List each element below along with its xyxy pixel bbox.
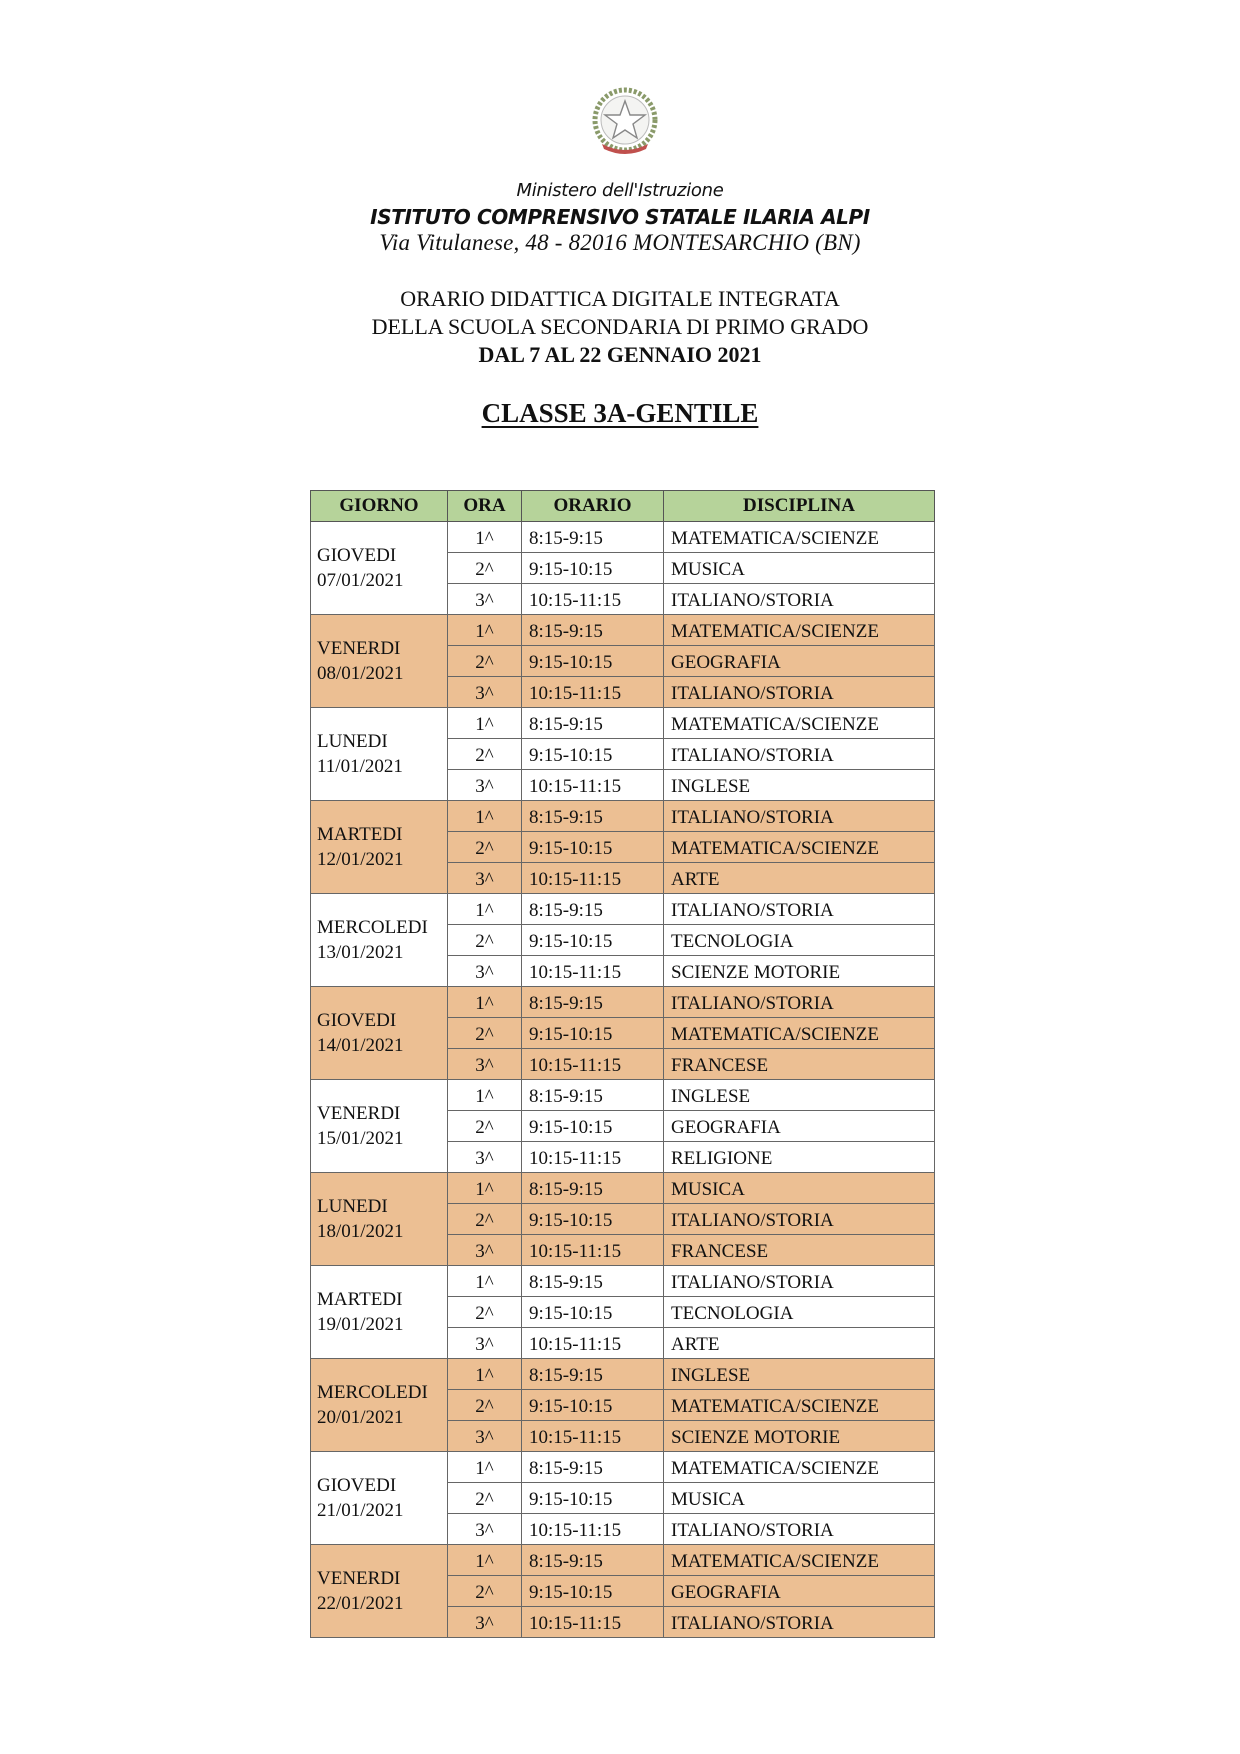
school-name: ISTITUTO COMPRENSIVO STATALE ILARIA ALPI bbox=[370, 205, 870, 229]
lesson-hour-cell: 1^ bbox=[448, 1266, 522, 1297]
lesson-subject-cell: ITALIANO/STORIA bbox=[664, 801, 935, 832]
day-name: MERCOLEDI bbox=[317, 917, 428, 938]
column-header-giorno: GIORNO bbox=[311, 491, 448, 522]
lesson-hour-cell: 1^ bbox=[448, 801, 522, 832]
table-row bbox=[311, 801, 935, 832]
lesson-hour-cell: 1^ bbox=[448, 1545, 522, 1576]
lesson-hour-cell: 3^ bbox=[448, 1142, 522, 1173]
day-date: 19/01/2021 bbox=[317, 1314, 404, 1335]
lesson-time-cell: 8:15-9:15 bbox=[522, 522, 664, 553]
day-cell bbox=[311, 522, 448, 615]
column-header-orario: ORARIO bbox=[522, 491, 664, 522]
column-header-ora: ORA bbox=[448, 491, 522, 522]
day-cell bbox=[311, 1173, 448, 1266]
lesson-hour-cell: 2^ bbox=[448, 1111, 522, 1142]
schedule-period: DAL 7 AL 22 GENNAIO 2021 bbox=[478, 342, 762, 367]
lesson-subject-cell: MATEMATICA/SCIENZE bbox=[664, 1545, 935, 1576]
lesson-hour-cell: 2^ bbox=[448, 1204, 522, 1235]
lesson-time-cell: 9:15-10:15 bbox=[522, 1483, 664, 1514]
day-date: 08/01/2021 bbox=[317, 663, 404, 684]
lesson-hour-cell: 2^ bbox=[448, 1483, 522, 1514]
lesson-time-cell: 10:15-11:15 bbox=[522, 1049, 664, 1080]
lesson-subject-cell: ITALIANO/STORIA bbox=[664, 894, 935, 925]
lesson-time-cell: 9:15-10:15 bbox=[522, 925, 664, 956]
lesson-hour-cell: 3^ bbox=[448, 1421, 522, 1452]
lesson-subject-cell: FRANCESE bbox=[664, 1049, 935, 1080]
lesson-time-cell: 10:15-11:15 bbox=[522, 1328, 664, 1359]
lesson-subject-cell: GEOGRAFIA bbox=[664, 646, 935, 677]
lesson-subject-cell: SCIENZE MOTORIE bbox=[664, 1421, 935, 1452]
lesson-hour-cell: 1^ bbox=[448, 1452, 522, 1483]
lesson-subject-cell: ITALIANO/STORIA bbox=[664, 1514, 935, 1545]
table-row bbox=[311, 1452, 935, 1483]
lesson-subject-cell: GEOGRAFIA bbox=[664, 1576, 935, 1607]
lesson-time-cell: 8:15-9:15 bbox=[522, 708, 664, 739]
day-date: 20/01/2021 bbox=[317, 1407, 404, 1428]
lesson-time-cell: 8:15-9:15 bbox=[522, 1173, 664, 1204]
lesson-hour-cell: 1^ bbox=[448, 987, 522, 1018]
lesson-time-cell: 10:15-11:15 bbox=[522, 863, 664, 894]
schedule-table bbox=[310, 490, 935, 1638]
lesson-subject-cell: MATEMATICA/SCIENZE bbox=[664, 1390, 935, 1421]
table-row bbox=[311, 894, 935, 925]
lesson-hour-cell: 2^ bbox=[448, 1297, 522, 1328]
lesson-hour-cell: 3^ bbox=[448, 956, 522, 987]
lesson-time-cell: 8:15-9:15 bbox=[522, 1545, 664, 1576]
day-name: VENERDI bbox=[317, 1568, 401, 1589]
lesson-subject-cell: INGLESE bbox=[664, 1080, 935, 1111]
lesson-hour-cell: 1^ bbox=[448, 1359, 522, 1390]
day-date: 14/01/2021 bbox=[317, 1035, 404, 1056]
lesson-time-cell: 10:15-11:15 bbox=[522, 1142, 664, 1173]
lesson-time-cell: 10:15-11:15 bbox=[522, 1235, 664, 1266]
table-row bbox=[311, 987, 935, 1018]
lesson-subject-cell: MATEMATICA/SCIENZE bbox=[664, 832, 935, 863]
lesson-subject-cell: MUSICA bbox=[664, 1483, 935, 1514]
lesson-time-cell: 10:15-11:15 bbox=[522, 1607, 664, 1638]
lesson-hour-cell: 3^ bbox=[448, 1607, 522, 1638]
lesson-hour-cell: 2^ bbox=[448, 925, 522, 956]
day-cell bbox=[311, 1359, 448, 1452]
lesson-subject-cell: ARTE bbox=[664, 863, 935, 894]
lesson-subject-cell: INGLESE bbox=[664, 1359, 935, 1390]
lesson-time-cell: 10:15-11:15 bbox=[522, 770, 664, 801]
lesson-time-cell: 9:15-10:15 bbox=[522, 832, 664, 863]
lesson-subject-cell: TECNOLOGIA bbox=[664, 1297, 935, 1328]
table-row bbox=[311, 1545, 935, 1576]
lesson-hour-cell: 1^ bbox=[448, 708, 522, 739]
lesson-hour-cell: 3^ bbox=[448, 584, 522, 615]
class-name: CLASSE 3A-GENTILE bbox=[481, 398, 759, 428]
lesson-time-cell: 9:15-10:15 bbox=[522, 1111, 664, 1142]
day-name: GIOVEDI bbox=[317, 1010, 397, 1031]
lesson-time-cell: 9:15-10:15 bbox=[522, 553, 664, 584]
lesson-time-cell: 10:15-11:15 bbox=[522, 956, 664, 987]
lesson-time-cell: 8:15-9:15 bbox=[522, 1359, 664, 1390]
lesson-subject-cell: SCIENZE MOTORIE bbox=[664, 956, 935, 987]
table-header-row bbox=[311, 491, 935, 522]
day-cell bbox=[311, 1452, 448, 1545]
lesson-time-cell: 10:15-11:15 bbox=[522, 677, 664, 708]
table-row bbox=[311, 1080, 935, 1111]
table-row bbox=[311, 615, 935, 646]
day-date: 12/01/2021 bbox=[317, 849, 404, 870]
lesson-subject-cell: INGLESE bbox=[664, 770, 935, 801]
lesson-hour-cell: 2^ bbox=[448, 739, 522, 770]
day-date: 21/01/2021 bbox=[317, 1500, 404, 1521]
lesson-subject-cell: RELIGIONE bbox=[664, 1142, 935, 1173]
day-name: MARTEDI bbox=[317, 1289, 403, 1310]
table-row bbox=[311, 708, 935, 739]
lesson-subject-cell: ITALIANO/STORIA bbox=[664, 1266, 935, 1297]
school-address: Via Vitulanese, 48 - 82016 MONTESARCHIO (BN) bbox=[379, 230, 861, 255]
column-header-disciplina: DISCIPLINA bbox=[664, 491, 935, 522]
table-row bbox=[311, 1359, 935, 1390]
lesson-time-cell: 8:15-9:15 bbox=[522, 987, 664, 1018]
lesson-hour-cell: 3^ bbox=[448, 863, 522, 894]
day-cell bbox=[311, 1545, 448, 1638]
day-cell bbox=[311, 708, 448, 801]
table-row bbox=[311, 522, 935, 553]
lesson-time-cell: 9:15-10:15 bbox=[522, 1204, 664, 1235]
lesson-hour-cell: 2^ bbox=[448, 1018, 522, 1049]
day-date: 11/01/2021 bbox=[317, 756, 403, 777]
day-cell bbox=[311, 615, 448, 708]
lesson-time-cell: 8:15-9:15 bbox=[522, 1266, 664, 1297]
lesson-hour-cell: 3^ bbox=[448, 1049, 522, 1080]
lesson-hour-cell: 2^ bbox=[448, 832, 522, 863]
lesson-hour-cell: 3^ bbox=[448, 1328, 522, 1359]
table-row bbox=[311, 1266, 935, 1297]
lesson-subject-cell: MATEMATICA/SCIENZE bbox=[664, 615, 935, 646]
lesson-subject-cell: MATEMATICA/SCIENZE bbox=[664, 708, 935, 739]
lesson-time-cell: 8:15-9:15 bbox=[522, 615, 664, 646]
lesson-time-cell: 10:15-11:15 bbox=[522, 1421, 664, 1452]
lesson-subject-cell: MATEMATICA/SCIENZE bbox=[664, 1452, 935, 1483]
lesson-hour-cell: 2^ bbox=[448, 1576, 522, 1607]
day-cell bbox=[311, 801, 448, 894]
lesson-subject-cell: MUSICA bbox=[664, 1173, 935, 1204]
ministry-name: Ministero dell'Istruzione bbox=[516, 180, 724, 201]
lesson-time-cell: 10:15-11:15 bbox=[522, 1514, 664, 1545]
document-title-line1: ORARIO DIDATTICA DIGITALE INTEGRATA bbox=[400, 286, 840, 311]
lesson-hour-cell: 2^ bbox=[448, 553, 522, 584]
day-date: 18/01/2021 bbox=[317, 1221, 404, 1242]
lesson-hour-cell: 1^ bbox=[448, 615, 522, 646]
day-date: 13/01/2021 bbox=[317, 942, 404, 963]
day-date: 22/01/2021 bbox=[317, 1593, 404, 1614]
lesson-time-cell: 8:15-9:15 bbox=[522, 1080, 664, 1111]
lesson-subject-cell: ITALIANO/STORIA bbox=[664, 1607, 935, 1638]
lesson-hour-cell: 1^ bbox=[448, 894, 522, 925]
lesson-subject-cell: MATEMATICA/SCIENZE bbox=[664, 1018, 935, 1049]
day-date: 07/01/2021 bbox=[317, 570, 404, 591]
lesson-hour-cell: 2^ bbox=[448, 646, 522, 677]
lesson-hour-cell: 1^ bbox=[448, 1173, 522, 1204]
lesson-subject-cell: GEOGRAFIA bbox=[664, 1111, 935, 1142]
table-row bbox=[311, 1173, 935, 1204]
lesson-time-cell: 8:15-9:15 bbox=[522, 894, 664, 925]
lesson-hour-cell: 2^ bbox=[448, 1390, 522, 1421]
day-name: LUNEDI bbox=[317, 731, 388, 752]
lesson-time-cell: 9:15-10:15 bbox=[522, 1576, 664, 1607]
day-date: 15/01/2021 bbox=[317, 1128, 404, 1149]
lesson-hour-cell: 3^ bbox=[448, 1514, 522, 1545]
day-name: MERCOLEDI bbox=[317, 1382, 428, 1403]
lesson-subject-cell: TECNOLOGIA bbox=[664, 925, 935, 956]
day-name: VENERDI bbox=[317, 638, 401, 659]
lesson-subject-cell: ITALIANO/STORIA bbox=[664, 677, 935, 708]
day-cell bbox=[311, 894, 448, 987]
lesson-time-cell: 9:15-10:15 bbox=[522, 1390, 664, 1421]
lesson-time-cell: 8:15-9:15 bbox=[522, 801, 664, 832]
lesson-subject-cell: ITALIANO/STORIA bbox=[664, 739, 935, 770]
day-name: GIOVEDI bbox=[317, 1475, 397, 1496]
lesson-time-cell: 9:15-10:15 bbox=[522, 1018, 664, 1049]
lesson-subject-cell: ARTE bbox=[664, 1328, 935, 1359]
lesson-subject-cell: MATEMATICA/SCIENZE bbox=[664, 522, 935, 553]
lesson-hour-cell: 1^ bbox=[448, 1080, 522, 1111]
lesson-time-cell: 9:15-10:15 bbox=[522, 1297, 664, 1328]
lesson-time-cell: 9:15-10:15 bbox=[522, 646, 664, 677]
lesson-subject-cell: ITALIANO/STORIA bbox=[664, 584, 935, 615]
lesson-hour-cell: 3^ bbox=[448, 677, 522, 708]
day-name: VENERDI bbox=[317, 1103, 401, 1124]
day-cell bbox=[311, 1266, 448, 1359]
day-cell bbox=[311, 1080, 448, 1173]
lesson-subject-cell: FRANCESE bbox=[664, 1235, 935, 1266]
lesson-time-cell: 9:15-10:15 bbox=[522, 739, 664, 770]
emblem-italian-republic-icon bbox=[590, 86, 660, 158]
lesson-hour-cell: 1^ bbox=[448, 522, 522, 553]
day-cell bbox=[311, 987, 448, 1080]
day-name: MARTEDI bbox=[317, 824, 403, 845]
lesson-time-cell: 10:15-11:15 bbox=[522, 584, 664, 615]
lesson-subject-cell: MUSICA bbox=[664, 553, 935, 584]
day-name: LUNEDI bbox=[317, 1196, 388, 1217]
lesson-hour-cell: 3^ bbox=[448, 1235, 522, 1266]
lesson-subject-cell: ITALIANO/STORIA bbox=[664, 1204, 935, 1235]
lesson-subject-cell: ITALIANO/STORIA bbox=[664, 987, 935, 1018]
day-name: GIOVEDI bbox=[317, 545, 397, 566]
document-title-line2: DELLA SCUOLA SECONDARIA DI PRIMO GRADO bbox=[371, 314, 869, 339]
lesson-hour-cell: 3^ bbox=[448, 770, 522, 801]
lesson-time-cell: 8:15-9:15 bbox=[522, 1452, 664, 1483]
